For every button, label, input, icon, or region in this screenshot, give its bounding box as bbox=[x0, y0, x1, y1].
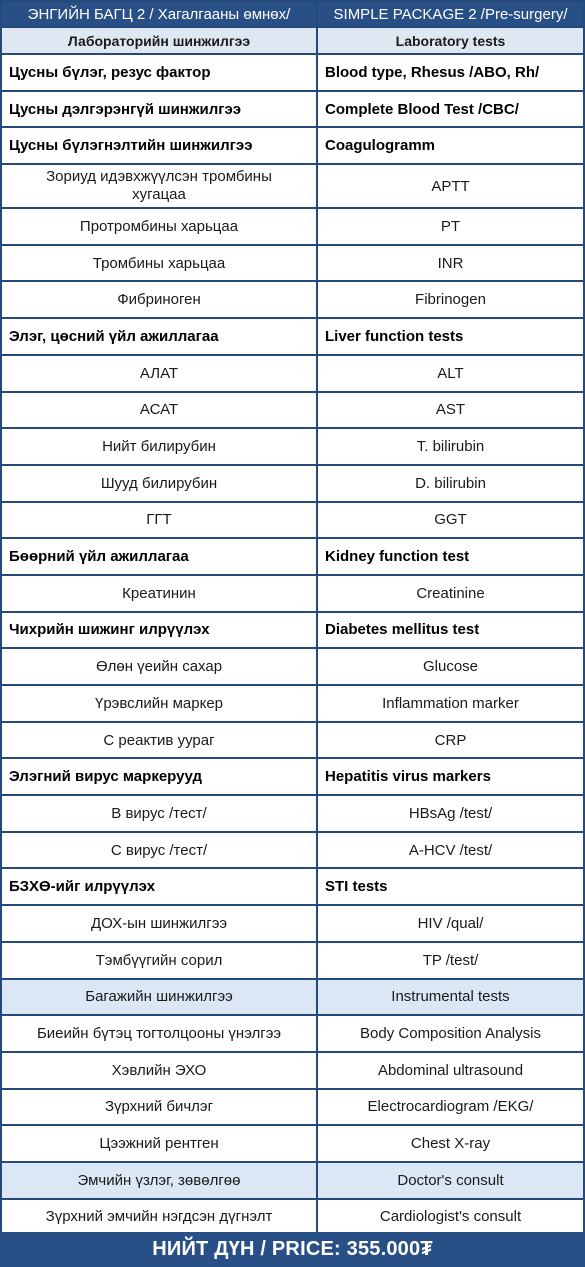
cell-mongolian: Элэгний вирус маркерууд bbox=[2, 759, 318, 794]
table-row bbox=[0, 209, 585, 246]
cell-mongolian: Элэг, цөсний үйл ажиллагаа bbox=[2, 319, 318, 354]
cell-english: TP /test/ bbox=[318, 943, 583, 978]
subheader-english: Laboratory tests bbox=[318, 28, 583, 53]
cell-english: Chest X-ray bbox=[318, 1126, 583, 1161]
cell-mongolian: Чихрийн шижинг илрүүлэх bbox=[2, 613, 318, 648]
table-row bbox=[0, 906, 585, 943]
cell-mongolian: Креатинин bbox=[2, 576, 318, 611]
cell-mongolian: Тромбины харьцаа bbox=[2, 246, 318, 281]
cell-english: Coagulogramm bbox=[318, 128, 583, 163]
table-row bbox=[0, 503, 585, 540]
cell-english: Complete Blood Test /CBC/ bbox=[318, 92, 583, 127]
cell-english: Glucose bbox=[318, 649, 583, 684]
table-row bbox=[0, 723, 585, 760]
cell-mongolian: Цусны бүлэгнэлтийн шинжилгээ bbox=[2, 128, 318, 163]
table-row bbox=[0, 1126, 585, 1163]
cell-mongolian: ДОХ-ын шинжилгээ bbox=[2, 906, 318, 941]
cell-english: Electrocardiogram /EKG/ bbox=[318, 1090, 583, 1125]
table-row bbox=[0, 429, 585, 466]
table-row bbox=[0, 1200, 585, 1237]
cell-mongolian: Цусны дэлгэрэнгүй шинжилгээ bbox=[2, 92, 318, 127]
cell-mongolian: Багажийн шинжилгээ bbox=[2, 980, 318, 1015]
cell-mongolian: Зориуд идэвхжүүлсэн тромбины хугацаа bbox=[2, 165, 318, 207]
table-row bbox=[0, 796, 585, 833]
cell-mongolian: Тэмбүүгийн сорил bbox=[2, 943, 318, 978]
cell-english: APTT bbox=[318, 165, 583, 207]
table-row bbox=[0, 165, 585, 209]
header-english: SIMPLE PACKAGE 2 /Pre-surgery/ bbox=[318, 2, 583, 26]
cell-english: A-HCV /test/ bbox=[318, 833, 583, 868]
group-row bbox=[0, 980, 585, 1017]
cell-english: Fibrinogen bbox=[318, 282, 583, 317]
cell-mongolian: Цээжний рентген bbox=[2, 1126, 318, 1161]
header-mongolian: ЭНГИЙН БАГЦ 2 / Хагалгааны өмнөх/ bbox=[2, 2, 318, 26]
cell-mongolian: БЗХӨ-ийг илрүүлэх bbox=[2, 869, 318, 904]
cell-english: STI tests bbox=[318, 869, 583, 904]
cell-english: Kidney function test bbox=[318, 539, 583, 574]
table-row bbox=[0, 1016, 585, 1053]
table-row bbox=[0, 246, 585, 283]
cell-english: Instrumental tests bbox=[318, 980, 583, 1015]
cell-mongolian: Зүрхний эмчийн нэгдсэн дүгнэлт bbox=[2, 1200, 318, 1235]
table-row bbox=[0, 686, 585, 723]
cell-english: Diabetes mellitus test bbox=[318, 613, 583, 648]
table-header-row bbox=[0, 0, 585, 28]
cell-english: Liver function tests bbox=[318, 319, 583, 354]
cell-mongolian: Үрэвслийн маркер bbox=[2, 686, 318, 721]
cell-english: D. bilirubin bbox=[318, 466, 583, 501]
cell-mongolian: Зүрхний бичлэг bbox=[2, 1090, 318, 1125]
table-row bbox=[0, 649, 585, 686]
cell-mongolian: С реактив уураг bbox=[2, 723, 318, 758]
table-row bbox=[0, 282, 585, 319]
cell-english: Blood type, Rhesus /ABO, Rh/ bbox=[318, 55, 583, 90]
cell-mongolian: АЛАТ bbox=[2, 356, 318, 391]
table-row bbox=[0, 943, 585, 980]
table-subheader-row bbox=[0, 28, 585, 55]
section-row bbox=[0, 869, 585, 906]
table-row bbox=[0, 1090, 585, 1127]
group-row bbox=[0, 1163, 585, 1200]
section-row bbox=[0, 128, 585, 165]
cell-mongolian: АСАТ bbox=[2, 393, 318, 428]
cell-mongolian: С вирус /тест/ bbox=[2, 833, 318, 868]
cell-mongolian: Хэвлийн ЭХО bbox=[2, 1053, 318, 1088]
cell-english: AST bbox=[318, 393, 583, 428]
cell-mongolian: Шууд билирубин bbox=[2, 466, 318, 501]
cell-mongolian: Эмчийн үзлэг, зөвөлгөө bbox=[2, 1163, 318, 1198]
table-row bbox=[0, 466, 585, 503]
price-footer: НИЙТ ДҮН / PRICE: 355.000₮ bbox=[0, 1232, 585, 1267]
section-row bbox=[0, 55, 585, 92]
cell-english: Creatinine bbox=[318, 576, 583, 611]
cell-mongolian: ГГТ bbox=[2, 503, 318, 538]
cell-mongolian: Фибриноген bbox=[2, 282, 318, 317]
cell-english: PT bbox=[318, 209, 583, 244]
section-row bbox=[0, 613, 585, 650]
cell-mongolian: Бөөрний үйл ажиллагаа bbox=[2, 539, 318, 574]
table-row bbox=[0, 576, 585, 613]
cell-mongolian: В вирус /тест/ bbox=[2, 796, 318, 831]
table-body bbox=[0, 55, 585, 1236]
table-row bbox=[0, 833, 585, 870]
table-row bbox=[0, 1053, 585, 1090]
cell-english: HBsAg /test/ bbox=[318, 796, 583, 831]
cell-english: Inflammation marker bbox=[318, 686, 583, 721]
section-row bbox=[0, 759, 585, 796]
cell-english: Cardiologist's consult bbox=[318, 1200, 583, 1235]
cell-mongolian: Биеийн бүтэц тогтолцооны үнэлгээ bbox=[2, 1016, 318, 1051]
cell-english: ALT bbox=[318, 356, 583, 391]
cell-english: INR bbox=[318, 246, 583, 281]
section-row bbox=[0, 92, 585, 129]
cell-english: HIV /qual/ bbox=[318, 906, 583, 941]
cell-english: Hepatitis virus markers bbox=[318, 759, 583, 794]
section-row bbox=[0, 319, 585, 356]
cell-mongolian: Нийт билирубин bbox=[2, 429, 318, 464]
cell-english: T. bilirubin bbox=[318, 429, 583, 464]
cell-english: Body Composition Analysis bbox=[318, 1016, 583, 1051]
cell-english: GGT bbox=[318, 503, 583, 538]
cell-english: Doctor's consult bbox=[318, 1163, 583, 1198]
cell-english: CRP bbox=[318, 723, 583, 758]
section-row bbox=[0, 539, 585, 576]
cell-english: Abdominal ultrasound bbox=[318, 1053, 583, 1088]
table-row bbox=[0, 393, 585, 430]
cell-mongolian: Өлөн үеийн сахар bbox=[2, 649, 318, 684]
cell-mongolian: Протромбины харьцаа bbox=[2, 209, 318, 244]
table-row bbox=[0, 356, 585, 393]
subheader-mongolian: Лабораторийн шинжилгээ bbox=[2, 28, 318, 53]
cell-mongolian: Цусны бүлэг, резус фактор bbox=[2, 55, 318, 90]
